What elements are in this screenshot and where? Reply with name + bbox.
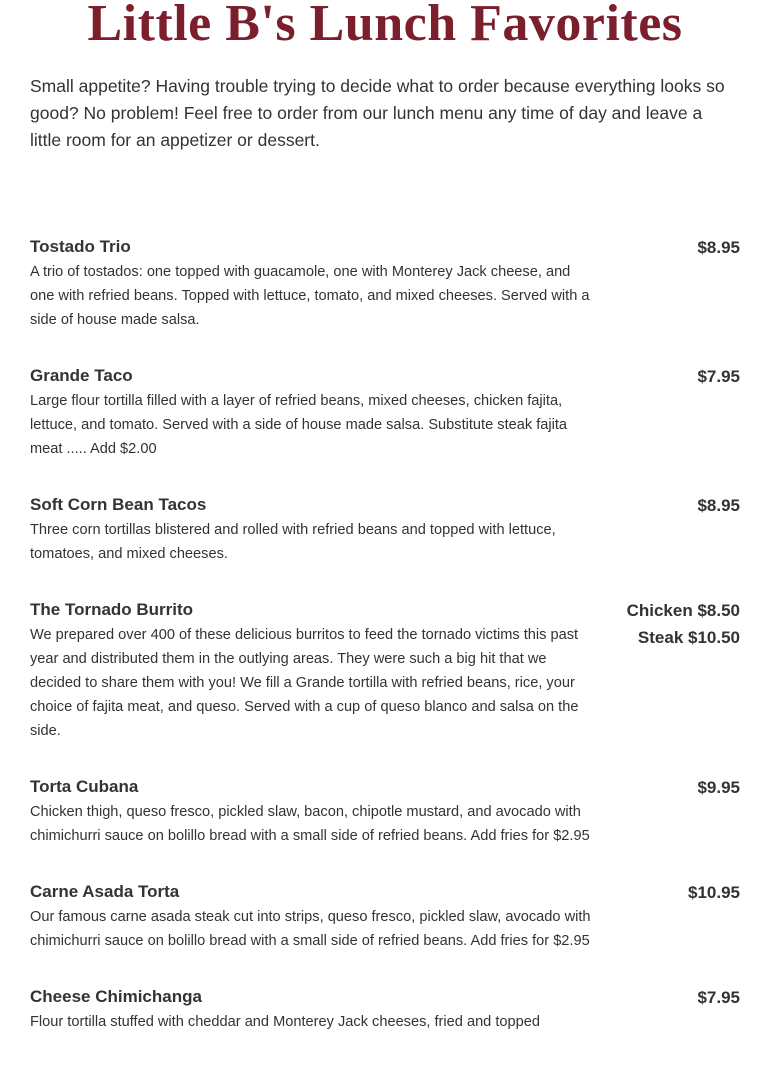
menu-item-grande-taco [30,363,740,461]
menu-item-tornado-burrito [30,597,740,743]
menu-item-soft-corn-bean-tacos [30,492,740,566]
menu-item-tostado-trio [30,234,740,332]
item-description: Chicken thigh, queso fresco, pickled slaw, bacon, chipotle mustard, and avocado with chimichurri sauce on bolillo bread with a small side of refried beans. Add fries for $2.95 [30,804,590,844]
item-name: Torta Cubana [30,777,139,796]
item-name: Grande Taco [30,366,133,385]
item-name: Cheese Chimichanga [30,987,202,1006]
intro-paragraph: Small appetite? Having trouble trying to decide what to order because everything looks so good? No problem! Feel free to order from our lunch menu any time of day and leave a little room for an appetizer or dessert. [30,76,725,150]
item-price [688,879,740,906]
item-description: Large flour tortilla filled with a layer of refried beans, mixed cheeses, chicken fajita, lettuce, and tomato. Served with a side of house made salsa. Substitute steak fajita meat ..... Add $2.00 [30,393,568,457]
item-description: Our famous carne asada steak cut into strips, queso fresco, pickled slaw, avocado with chimichurri sauce on bolillo bread with a small side of refried beans. Add fries for $2.95 [30,909,591,949]
item-description: Flour tortilla stuffed with cheddar and Monterey Jack cheeses, fried and topped [30,1014,540,1030]
item-name: Tostado Trio [30,237,131,256]
price-value: $9.95 [697,778,740,797]
item-price [697,774,740,801]
price-value: $7.95 [697,367,740,386]
item-description: We prepared over 400 of these delicious burritos to feed the tornado victims this past year and distributed them in the outlying areas. They were such a big hit that we decided to share them with you! We fill a Grande tortilla with refried beans, rice, your choice of fajita meat, and queso. Served with a cup of queso blanco and salsa on the side. [30,627,579,739]
price-value: $8.95 [697,238,740,257]
item-name: The Tornado Burrito [30,600,194,619]
item-description: Three corn tortillas blistered and rolled with refried beans and topped with lettuce, tomatoes, and mixed cheeses. [30,522,556,562]
price-value: $8.95 [697,496,740,515]
item-price [697,234,740,261]
item-description: A trio of tostados: one topped with guacamole, one with Monterey Jack cheese, and one with refried beans. Topped with lettuce, tomato, and mixed cheeses. Served with a side of house made salsa. [30,264,590,328]
menu-item-carne-asada-torta [30,879,740,953]
menu-list [30,234,740,1065]
item-price [697,363,740,390]
item-price [697,984,740,1011]
item-name: Soft Corn Bean Tacos [30,495,207,514]
price-steak: Steak $10.50 [637,628,740,647]
item-price [627,597,740,651]
item-name: Carne Asada Torta [30,882,180,901]
price-value: $7.95 [697,988,740,1007]
price-chicken: Chicken $8.50 [626,601,740,620]
item-price [697,492,740,519]
price-value: $10.95 [688,883,740,902]
menu-item-torta-cubana [30,774,740,848]
page-title: Little B's Lunch Favorites [87,0,683,52]
menu-item-cheese-chimichanga [30,984,740,1034]
